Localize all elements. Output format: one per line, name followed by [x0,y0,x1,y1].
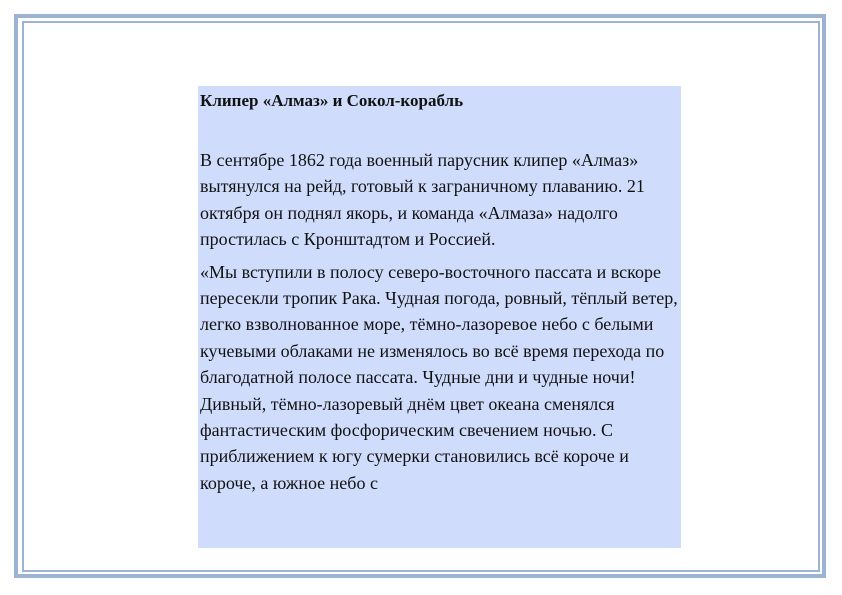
paragraph-1: В сентябре 1862 года военный парусник клипер «Алмаз» вытянулся на рейд, готовый к заграничному плаванию. 21 октября он поднял якорь, и команда «Алмаза» надолго простилась с Кронштадтом и Россией. [200,150,645,250]
text-box [198,86,681,548]
document-title: Клипер «Алмаз» и Сокол-корабль [200,91,464,110]
paragraph-2: «Мы вступили в полосу северо-восточного пассата и вскоре пересекли тропик Рака. Чудная погода, ровный, тёплый ветер, легко взволнованное море, тёмно-лазоревое небо с белыми кучевыми облаками не изменялось во всё время перехода по благодатной полосе пассата. Чудные дни и чудные ночи! Дивный, тёмно-лазоревый днём цвет океана сменялся фантастическим фосфорическим свечением ночью. С приближением к югу сумерки становились всё короче и короче, а южное небо с [200,261,678,493]
